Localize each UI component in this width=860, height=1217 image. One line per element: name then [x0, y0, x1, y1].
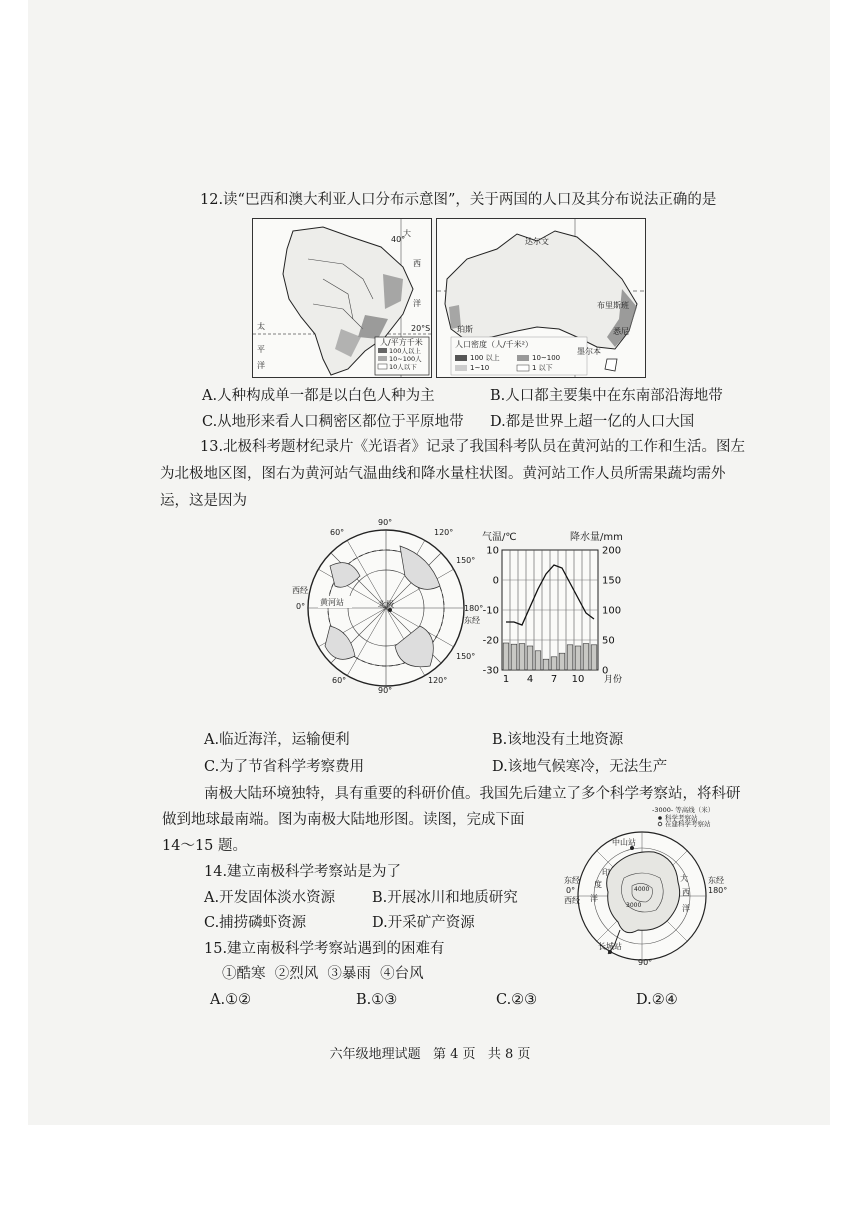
q13-stem-line2: 为北极地区图，图右为黄河站气温曲线和降水量柱状图。黄河站工作人员所需果蔬均需外	[160, 466, 726, 482]
q15-items: ①酷寒 ②烈风 ③暴雨 ④台风	[222, 966, 424, 982]
q13-option-d[interactable]: D.该地气候寒冷，无法生产	[492, 759, 668, 775]
brazil-label: 40°	[391, 235, 406, 244]
antarctic-label: 洋	[682, 904, 690, 913]
brazil-label: 20°S	[411, 324, 431, 333]
brazil-legend-item: 10人以下	[389, 363, 417, 371]
month-tick-label: 4	[526, 674, 534, 685]
arctic-polar-map	[290, 516, 484, 696]
precip-bar	[575, 646, 581, 670]
precip-bar	[511, 644, 517, 670]
q14-stem: 14.建立南极科学考察站是为了	[204, 864, 402, 880]
antarctic-label: 东经	[564, 876, 580, 885]
q13-stem-line1: 13.北极科考题材纪录片《光语者》记录了我国科考队员在黄河站的工作和生活。图左	[200, 439, 746, 455]
brazil-label: 平	[257, 345, 265, 354]
q12-option-c[interactable]: C.从地形来看人口稠密区都位于平原地带	[202, 414, 464, 430]
australia-label: 墨尔本	[577, 347, 601, 356]
arctic-label: 东经	[464, 616, 480, 625]
month-axis-label: 月份	[604, 675, 623, 685]
antarctic-label: 180°	[708, 886, 728, 895]
precip-bar	[519, 644, 525, 670]
antarctic-label: 度	[594, 880, 602, 889]
precip-bar	[551, 657, 557, 670]
precip-bar	[583, 644, 589, 670]
antarctic-legend-item: 在建科学考察站	[665, 820, 711, 828]
month-tick-label: 7	[550, 674, 558, 685]
precip-tick-label: 150	[602, 575, 622, 587]
precip-axis-label: 降水量/mm	[570, 532, 623, 543]
brazil-label: 西	[413, 259, 421, 268]
precip-bar	[567, 645, 573, 670]
great-wall-station-label: 长城站	[598, 942, 622, 951]
australia-population-map	[436, 218, 646, 378]
temp-tick-label: 0	[492, 575, 499, 587]
q12-option-a[interactable]: A.人种构成单一都是以白色人种为主	[202, 388, 435, 404]
q15-option-a[interactable]: A.①②	[210, 992, 252, 1008]
precip-bar	[535, 651, 541, 670]
q14-option-c[interactable]: C.捕捞磷虾资源	[204, 915, 307, 931]
australia-legend-item: 1 以下	[532, 364, 553, 372]
antarctic-label: 大	[680, 874, 688, 883]
q13-option-c[interactable]: C.为了节省科学考察费用	[204, 759, 365, 775]
brazil-label: 太	[257, 322, 265, 331]
page-footer: 六年级地理试题 第 4 页 共 8 页	[329, 1047, 531, 1062]
arctic-label: 60°	[330, 528, 345, 537]
antarctic-intro-line1: 南极大陆环境独特，具有重要的科研价值。我国先后建立了多个科学考察站，将科研	[204, 786, 741, 802]
antarctic-legend-item: 科学考察站	[665, 814, 698, 822]
australia-label: 达尔文	[525, 237, 549, 246]
temp-tick-label: -30	[482, 665, 499, 677]
q14-option-b[interactable]: B.开展冰川和地质研究	[372, 890, 518, 906]
brazil-legend-item: 100人以上	[389, 347, 421, 355]
climate-chart-svg	[480, 532, 630, 692]
arctic-label: 150°	[456, 652, 476, 661]
contour-label: 3000	[626, 902, 642, 909]
precip-bar	[543, 659, 549, 670]
antarctic-intro-line2: 做到地球最南端。图为南极大陆地形图。读图，完成下面	[162, 812, 525, 828]
q15-option-b[interactable]: B.①③	[356, 992, 398, 1008]
huanghe-station-label: 黄河站	[320, 598, 344, 607]
antarctic-label: 西经	[564, 896, 580, 905]
antarctic-label: 洋	[590, 894, 598, 903]
brazil-label: 洋	[413, 299, 421, 308]
q13-stem-line3: 运，这是因为	[160, 493, 247, 509]
precip-tick-label: 100	[602, 605, 622, 617]
antarctic-legend-item: -3000- 等高线（米）	[652, 806, 715, 814]
q15-option-c[interactable]: C.②③	[496, 992, 538, 1008]
brazil-label: 洋	[257, 361, 265, 370]
arctic-label: 150°	[456, 556, 476, 565]
temp-tick-label: 10	[486, 545, 499, 557]
antarctic-label: 0°	[566, 886, 576, 895]
arctic-label: 180°	[464, 604, 484, 613]
australia-label: 悉尼	[613, 327, 629, 336]
precip-tick-label: 0	[602, 665, 609, 677]
australia-legend-item: 100 以上	[470, 354, 500, 362]
q14-option-d[interactable]: D.开采矿产资源	[372, 915, 475, 931]
north-pole-label: 北极	[378, 600, 394, 609]
q13-option-b[interactable]: B.该地没有土地资源	[492, 732, 624, 748]
australia-legend-item: 1~10	[470, 364, 490, 372]
antarctic-map	[564, 806, 728, 967]
q12-option-d[interactable]: D.都是世界上超一亿的人口大国	[490, 414, 695, 430]
q12-option-b[interactable]: B.人口都主要集中在东南部沿海地带	[490, 388, 723, 404]
temp-axis-label: 气温/℃	[482, 532, 517, 543]
antarctic-label: 西	[682, 888, 690, 897]
month-tick-label: 1	[502, 674, 510, 685]
precip-tick-label: 200	[602, 545, 622, 557]
arctic-label: 西经	[292, 586, 308, 595]
zhongshan-station-label: 中山站	[612, 838, 636, 847]
australia-legend-item: 10~100	[532, 354, 561, 362]
arctic-label: 120°	[428, 676, 448, 685]
contour-label: 4000	[634, 886, 650, 893]
arctic-label: 0°	[296, 602, 306, 611]
arctic-label: 120°	[434, 528, 454, 537]
precip-bar	[591, 645, 597, 670]
q13-option-a[interactable]: A.临近海洋，运输便利	[204, 732, 350, 748]
month-tick-label: 10	[571, 674, 585, 685]
precip-bar	[559, 653, 565, 670]
brazil-legend-item: 10~100人	[389, 355, 422, 363]
q14-option-a[interactable]: A.开发固体淡水资源	[204, 890, 336, 906]
antarctic-label: 东经	[708, 876, 724, 885]
precip-tick-label: 50	[602, 635, 615, 647]
brazil-legend-title: 人/平方千米	[380, 338, 423, 347]
australia-label: 布里斯班	[597, 301, 629, 310]
precip-bar	[503, 643, 509, 670]
arctic-label: 60°	[332, 676, 347, 685]
q15-stem: 15.建立南极科学考察站遇到的困难有	[204, 941, 445, 957]
antarctic-label: 印	[602, 868, 610, 877]
q12-stem: 12.读“巴西和澳大利亚人口分布示意图”，关于两国的人口及其分布说法正确的是	[200, 192, 717, 208]
q15-option-d[interactable]: D.②④	[636, 992, 678, 1008]
arctic-label: 90°	[378, 686, 393, 695]
precip-bar	[527, 646, 533, 670]
antarctic-label: 90°	[638, 958, 653, 967]
arctic-label: 90°	[378, 518, 393, 527]
brazil-label: 大	[403, 229, 411, 238]
antarctic-intro-line3: 14～15 题。	[162, 838, 248, 854]
australia-label: 珀斯	[457, 325, 473, 334]
temp-tick-label: -10	[482, 605, 499, 617]
temp-tick-label: -20	[482, 635, 499, 647]
australia-legend-title: 人口密度（人/千米²）	[455, 340, 533, 349]
climate-chart	[480, 532, 630, 692]
brazil-population-map	[252, 218, 432, 378]
